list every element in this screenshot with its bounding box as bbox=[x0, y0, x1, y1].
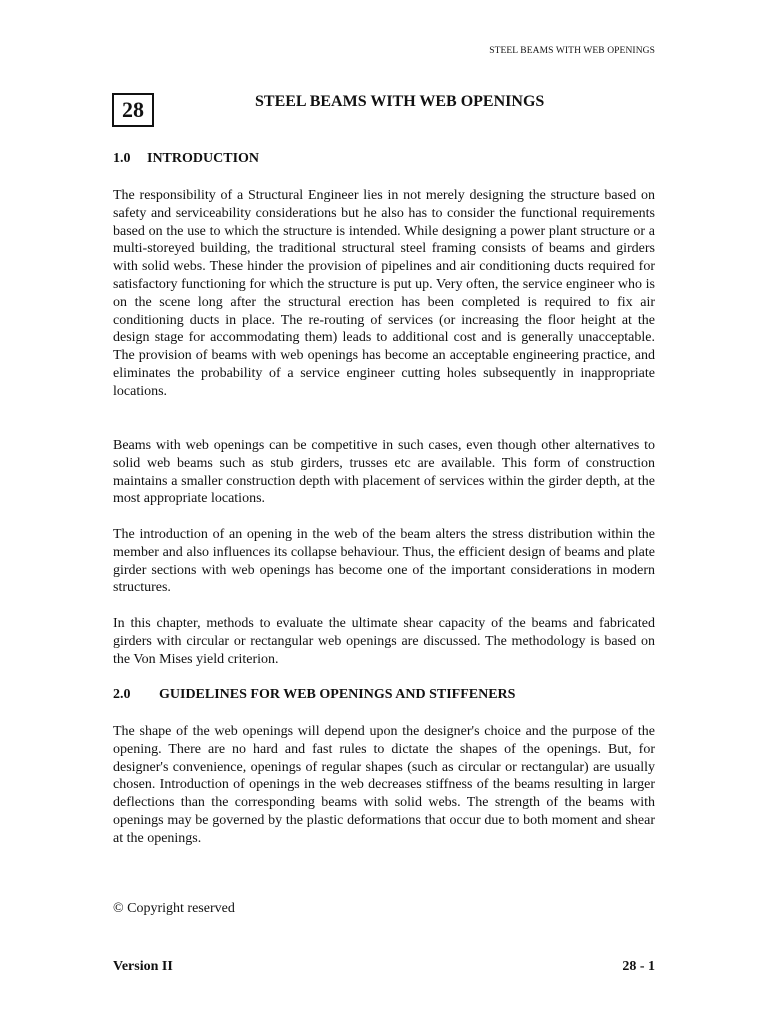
chapter-title: STEEL BEAMS WITH WEB OPENINGS bbox=[255, 93, 545, 110]
paragraph: In this chapter, methods to evaluate the ultimate shear capacity of the beams and fabricated girders with circular or rectangular web openings are discussed. The methodology is based on the Von Mises yield criterion. bbox=[113, 616, 655, 667]
section-heading-introduction bbox=[113, 151, 259, 167]
footer-version: Version II bbox=[113, 959, 173, 974]
section-number: 1.0 bbox=[113, 151, 131, 166]
chapter-number-box: 28 bbox=[112, 93, 154, 127]
section-number: 2.0 bbox=[113, 687, 131, 702]
paragraph: Beams with web openings can be competitive in such cases, even though other alternatives to solid web beams such as stub girders, trusses etc are available. This form of construction maintains a smaller construction depth with placement of services within the girder depth, at the most appropriate locations. bbox=[113, 438, 655, 507]
paragraph: The responsibility of a Structural Engineer lies in not merely designing the structure based on safety and serviceability considerations but he also has to consider the functional requirements based on the use to which the structure is intended. While designing a power plant structure or a multi-storeyed building, the traditional structural steel framing consists of beams and girders with solid webs. These hinder the provision of pipelines and air conditioning ducts required for satisfactory functioning for which the structure is put up. Very often, the service engineer who is on the scene long after the structural erection has been completed is required to fix air conditioning ducts in place. The re-routing of services (or increasing the floor height at the design stage for accommodating them) leads to additional cost and is generally unacceptable. The provision of beams with web openings has become an acceptable engineering practice, and eliminates the probability of a service engineer cutting holes subsequently in inappropriate locations. bbox=[113, 188, 655, 399]
section-title: INTRODUCTION bbox=[147, 151, 260, 166]
footer-page-number: 28 - 1 bbox=[622, 959, 655, 974]
paragraph: The introduction of an opening in the web of the beam alters the stress distribution within the member and also influences its collapse behaviour. Thus, the efficient design of beams and plate girder sections with web openings has become one of the important considerations in modern structures. bbox=[113, 527, 655, 596]
section-heading-guidelines bbox=[113, 687, 515, 703]
running-header: STEEL BEAMS WITH WEB OPENINGS bbox=[489, 46, 655, 56]
copyright-notice: © Copyright reserved bbox=[113, 901, 235, 916]
paragraph: The shape of the web openings will depend upon the designer's choice and the purpose of the opening. There are no hard and fast rules to dictate the shapes of the openings. But, for designer's convenience, openings of regular shapes (such as circular or rectangular) are usually chosen. Introduction of openings in the web decreases stiffness of the beams resulting in larger deflections than the corresponding beams with solid webs. The strength of the beams with openings may be governed by the plastic deformations that occur due to both moment and shear at the openings. bbox=[113, 724, 655, 846]
section-title: GUIDELINES FOR WEB OPENINGS AND STIFFENERS bbox=[159, 687, 516, 702]
